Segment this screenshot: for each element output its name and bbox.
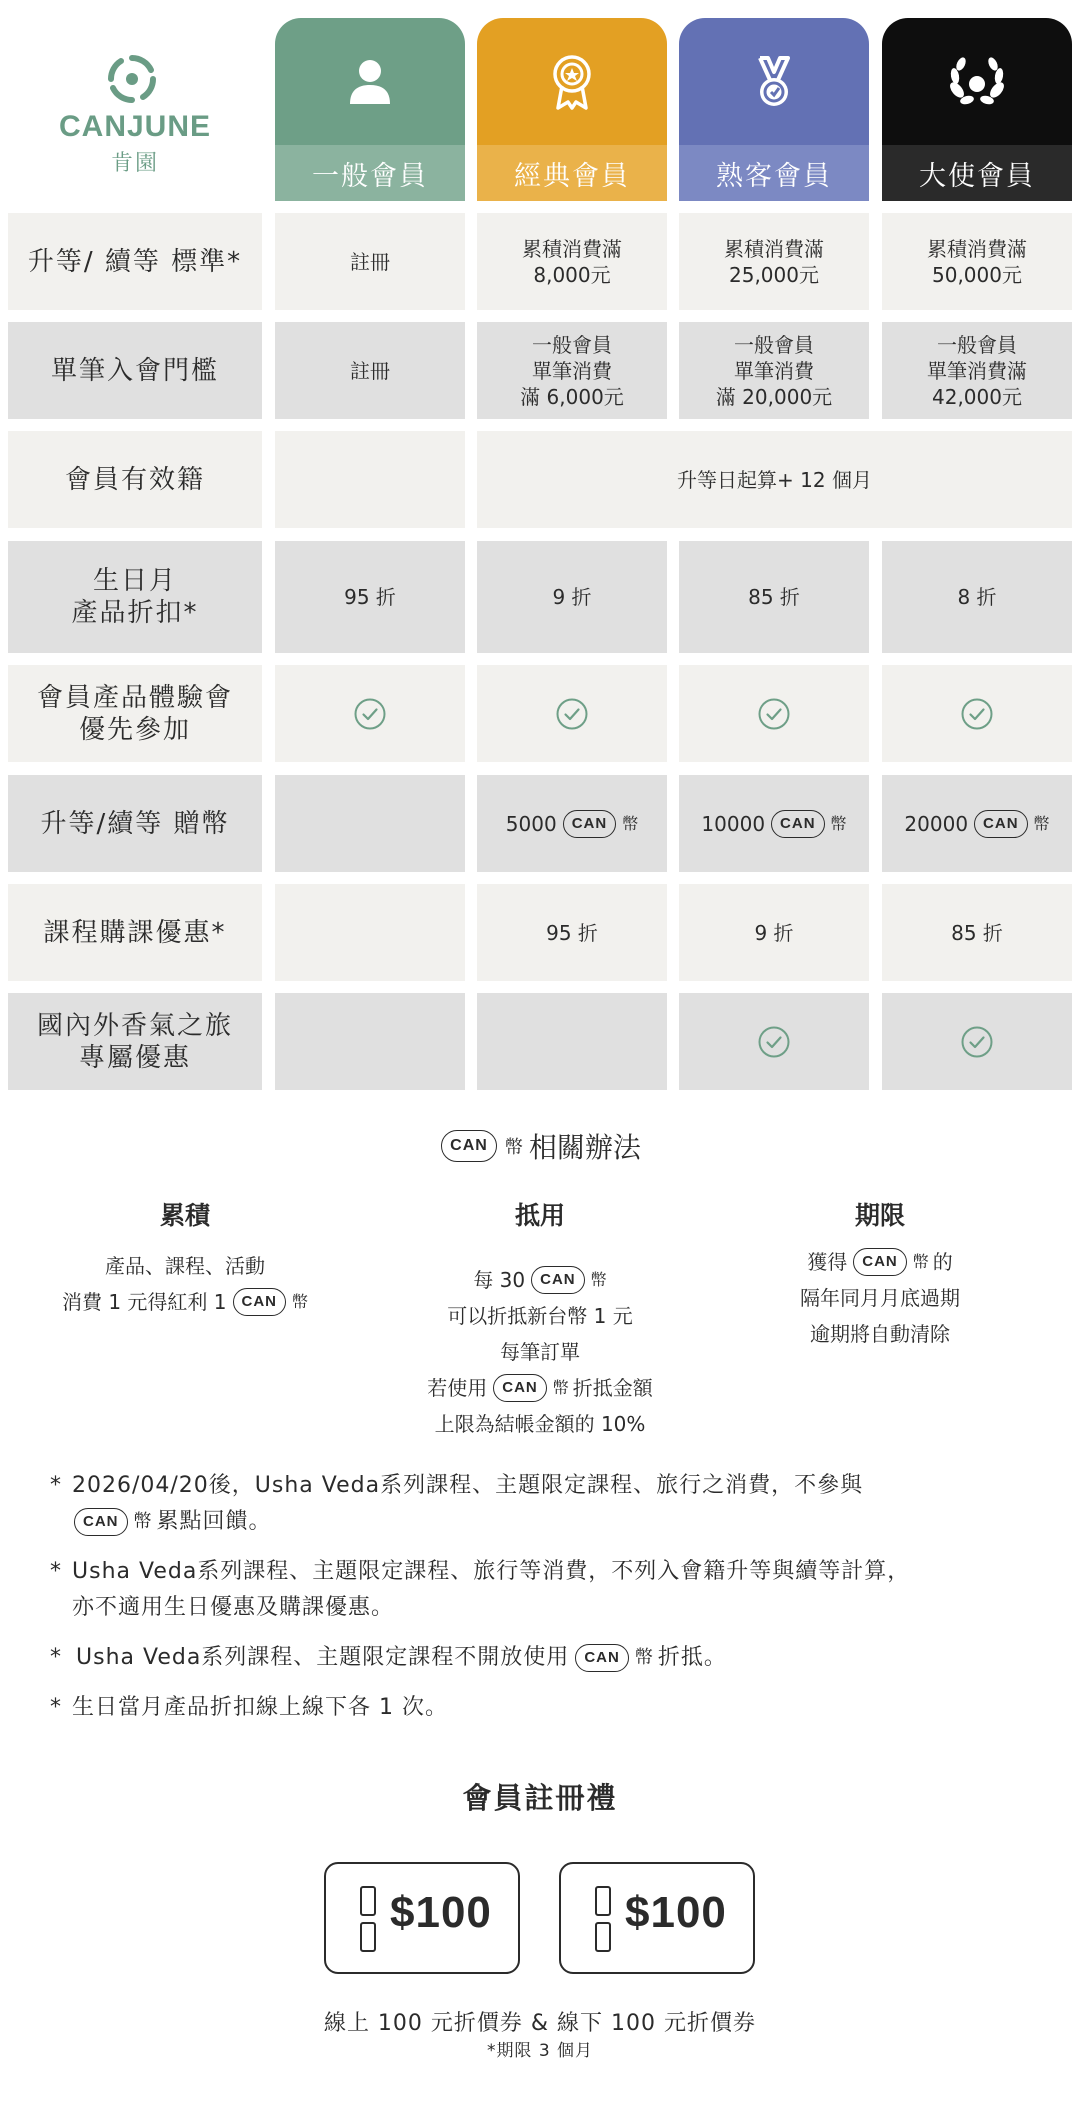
row-label-experience: 會員產品體驗會 優先參加 xyxy=(8,665,262,762)
travel-general-empty xyxy=(275,993,465,1090)
can-coin-badge: CAN xyxy=(531,1266,585,1294)
award-ribbon-icon xyxy=(550,54,594,110)
accumulate-body xyxy=(40,1248,330,1320)
rules-title: 相關辦法 xyxy=(528,1131,641,1164)
period-line2: 隔年同月月底過期 xyxy=(800,1286,960,1310)
medal-icon xyxy=(754,54,794,110)
birthday-classic: 9 折 xyxy=(477,541,667,653)
tier-name-classic: 經典會員 xyxy=(477,145,667,201)
row-label-validity: 會員有效籍 xyxy=(8,431,262,528)
redeem-line4: 若使用 CAN 幣 折抵金額 xyxy=(427,1376,653,1400)
redeem-line1: 每 30 CAN 幣 xyxy=(473,1268,607,1292)
experience-regular xyxy=(679,665,869,762)
validity-merged: 升等日起算+ 12 個月 xyxy=(477,431,1072,528)
birthday-ambassador: 8 折 xyxy=(882,541,1072,653)
notes-list xyxy=(50,1468,1050,1726)
travel-regular xyxy=(679,993,869,1090)
check-circle-icon xyxy=(757,1025,791,1059)
ticket-notch xyxy=(360,1922,376,1952)
threshold-classic: 一般會員 單筆消費 滿 6,000元 xyxy=(477,322,667,419)
note-item: * 2026/04/20後，Usha Veda系列課程、主題限定課程、旅行之消費，不參與 xyxy=(50,1473,864,1498)
coupon-ticket-online xyxy=(324,1862,520,1974)
course-regular: 9 折 xyxy=(679,884,869,981)
period-line3: 逾期將自動清除 xyxy=(810,1322,950,1346)
threshold-regular: 一般會員 單筆消費 滿 20,000元 xyxy=(679,322,869,419)
threshold-general: 註冊 xyxy=(275,322,465,419)
coupon-value: $100 xyxy=(390,1888,492,1937)
ticket-notch xyxy=(595,1886,611,1916)
course-ambassador: 85 折 xyxy=(882,884,1072,981)
upgrade-ambassador: 累積消費滿 50,000元 xyxy=(882,213,1072,310)
gift-title: 會員註冊禮 xyxy=(462,1781,618,1815)
birthday-general: 95 折 xyxy=(275,541,465,653)
check-circle-icon xyxy=(353,697,387,731)
tier-header-general xyxy=(275,18,465,201)
row-label-travel: 國內外香氣之旅 專屬優惠 xyxy=(8,993,262,1090)
note-item: * Usha Veda系列課程、主題限定課程、旅行等消費，不列入會籍升等與續等計算， xyxy=(50,1559,911,1584)
course-classic: 95 折 xyxy=(477,884,667,981)
period-body xyxy=(735,1244,1025,1352)
tier-name-ambassador: 大使會員 xyxy=(882,145,1072,201)
note-item: * 生日當月產品折扣線上線下各 1 次。 xyxy=(50,1695,448,1720)
can-coin-badge: CAN xyxy=(74,1508,128,1536)
accumulate-line2: 消費 1 元得紅利 1 CAN 幣 xyxy=(61,1290,309,1314)
note-item-cont: CAN 幣 累點回饋。 xyxy=(50,1504,1050,1540)
can-coin-badge: CAN xyxy=(563,810,617,838)
row-label-bonus: 升等/續等 贈幣 xyxy=(8,775,262,872)
redeem-title: 抵用 xyxy=(514,1201,565,1230)
travel-classic-empty xyxy=(477,993,667,1090)
travel-ambassador xyxy=(882,993,1072,1090)
tier-name-general: 一般會員 xyxy=(275,145,465,201)
brand-name-en: CANJUNE xyxy=(58,110,212,143)
coupon-ticket-offline xyxy=(559,1862,755,1974)
bonus-amount: 5000 xyxy=(505,811,557,836)
bonus-regular xyxy=(679,775,869,872)
ticket-notch xyxy=(360,1886,376,1916)
check-circle-icon xyxy=(960,1025,994,1059)
brand-name-zh: 肯園 xyxy=(110,151,159,176)
period-title: 期限 xyxy=(854,1201,905,1230)
tier-header-regular xyxy=(679,18,869,201)
note-item-cont: 亦不適用生日優惠及購課優惠。 xyxy=(72,1595,395,1620)
row-label-course: 課程購課優惠* xyxy=(8,884,262,981)
bonus-classic xyxy=(477,775,667,872)
accumulate-line1: 產品、課程、活動 xyxy=(105,1254,265,1278)
person-icon xyxy=(348,58,392,106)
bonus-general-empty xyxy=(275,775,465,872)
coin-unit: 幣 xyxy=(830,813,847,833)
redeem-body xyxy=(395,1262,685,1442)
rules-heading xyxy=(0,1120,1080,1172)
birthday-regular: 85 折 xyxy=(679,541,869,653)
check-circle-icon xyxy=(555,697,589,731)
canjune-logo-icon xyxy=(105,52,159,106)
upgrade-general: 註冊 xyxy=(275,213,465,310)
note-item: * Usha Veda系列課程、主題限定課程不開放使用 CAN 幣 折抵。 xyxy=(50,1645,727,1670)
upgrade-regular: 累積消費滿 25,000元 xyxy=(679,213,869,310)
bonus-amount: 10000 xyxy=(701,811,766,836)
validity-general-empty xyxy=(275,431,465,528)
tier-header-ambassador xyxy=(882,18,1072,201)
gift-validity: *期限 3 個月 xyxy=(486,2041,594,2061)
tier-name-regular: 熟客會員 xyxy=(679,145,869,201)
row-label-threshold: 單筆入會門檻 xyxy=(8,322,262,419)
bonus-ambassador xyxy=(882,775,1072,872)
redeem-line2: 可以折抵新台幣 1 元 xyxy=(447,1304,633,1328)
can-coin-badge: CAN xyxy=(771,810,825,838)
can-coin-badge: CAN xyxy=(441,1130,497,1162)
can-coin-badge: CAN xyxy=(493,1374,547,1402)
accumulate-title: 累積 xyxy=(159,1201,210,1230)
row-label-upgrade: 升等/ 續等 標準* xyxy=(8,213,262,310)
tier-header-classic xyxy=(477,18,667,201)
coin-unit: 幣 xyxy=(1033,813,1050,833)
bonus-amount: 20000 xyxy=(904,811,969,836)
coin-unit: 幣 xyxy=(622,813,639,833)
row-label-birthday: 生日月 產品折扣* xyxy=(8,541,262,653)
ticket-notch xyxy=(595,1922,611,1952)
can-coin-badge: CAN xyxy=(853,1248,907,1276)
coupon-value: $100 xyxy=(625,1888,727,1937)
period-line1: 獲得 CAN 幣 的 xyxy=(807,1250,953,1274)
check-circle-icon xyxy=(960,697,994,731)
upgrade-classic: 累積消費滿 8,000元 xyxy=(477,213,667,310)
can-coin-badge: CAN xyxy=(974,810,1028,838)
redeem-line3: 每筆訂單 xyxy=(500,1340,580,1364)
experience-ambassador xyxy=(882,665,1072,762)
experience-classic xyxy=(477,665,667,762)
threshold-ambassador: 一般會員 單筆消費滿 42,000元 xyxy=(882,322,1072,419)
laurel-icon xyxy=(947,56,1007,108)
course-general-empty xyxy=(275,884,465,981)
can-coin-badge: CAN xyxy=(233,1288,287,1316)
experience-general xyxy=(275,665,465,762)
redeem-line5: 上限為結帳金額的 10% xyxy=(434,1412,646,1436)
coin-unit: 幣 xyxy=(504,1137,523,1158)
gift-caption: 線上 100 元折價券 & 線下 100 元折價券 xyxy=(323,2011,757,2036)
check-circle-icon xyxy=(757,697,791,731)
can-coin-badge: CAN xyxy=(575,1644,629,1672)
